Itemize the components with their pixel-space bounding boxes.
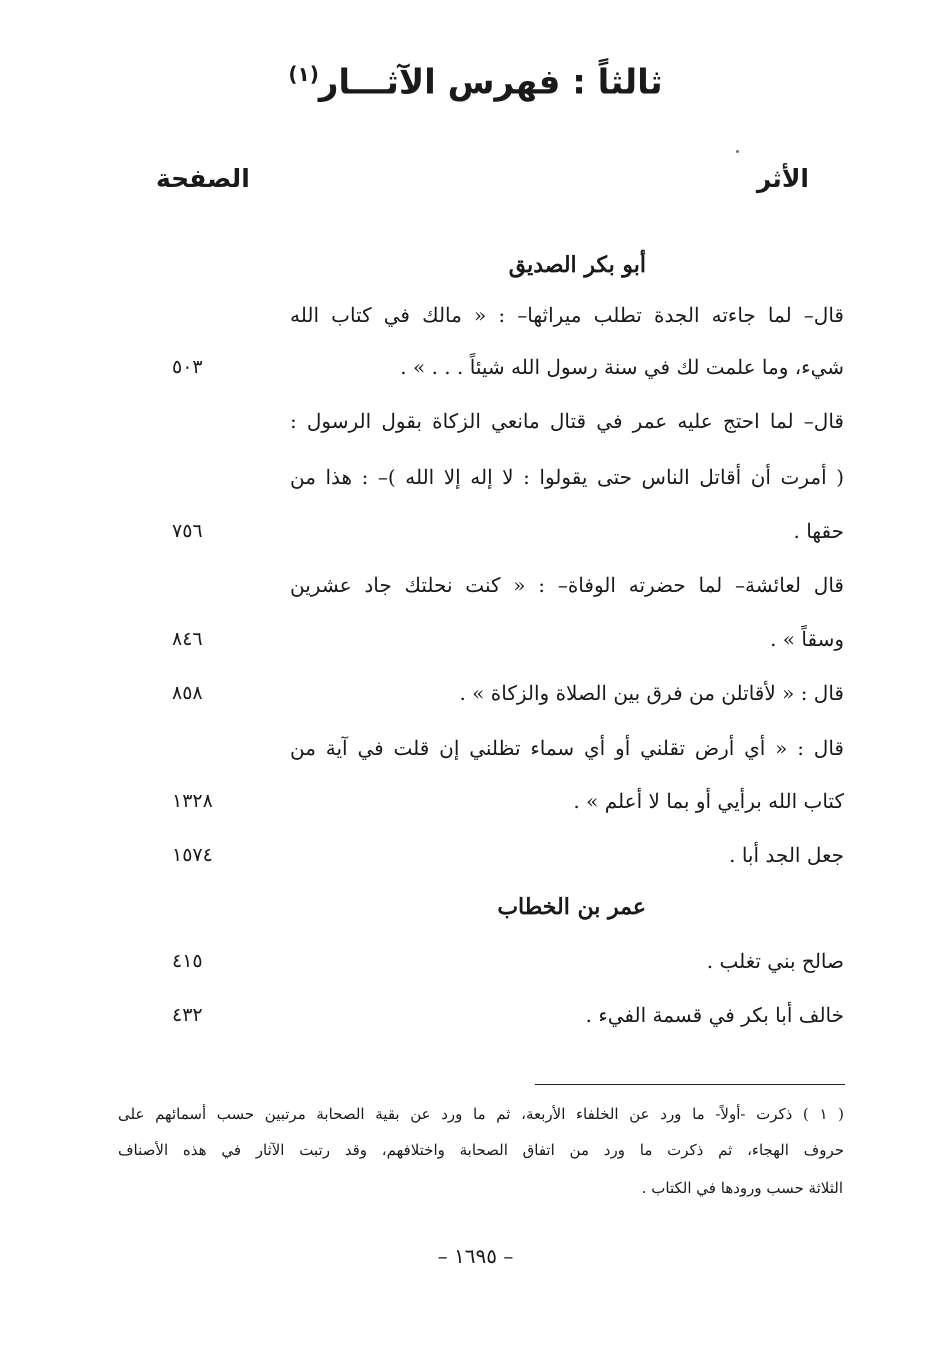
athar-text: قال– لما جاءته الجدة تطلب ميراثها– : « مالك في كتاب الله <box>290 303 844 327</box>
athar-text: خالف أبا بكر في قسمة الفيء . <box>585 1003 844 1027</box>
title-text: ثالثاً : فهرس الآثـــار <box>318 62 663 103</box>
footnote-rule <box>535 1084 845 1085</box>
index-row <box>0 678 951 722</box>
page-folio-number: – ١٦٩٥ – <box>437 1244 514 1268</box>
page-number: ٤١٥ <box>172 950 203 972</box>
athar-text: ( أمرت أن أقاتل الناس حتى يقولوا : لا إله إلا الله )– : هذا من <box>290 465 844 489</box>
index-row <box>0 733 951 777</box>
index-row <box>0 516 951 560</box>
footnote-line: ( ١ ) ذكرت -أولاً- ما ورد عن الخلفاء الأربعة، ثم ما ورد عن بقية الصحابة مرتبين حسب أسمائهم على <box>118 1105 844 1123</box>
page-number: ١٣٢٨ <box>172 790 213 812</box>
index-row <box>0 840 951 884</box>
index-row <box>0 570 951 614</box>
section-heading-umar: عمر بن الخطاب <box>497 894 646 920</box>
page-number: ٥٠٣ <box>172 356 203 378</box>
index-row <box>0 352 951 396</box>
athar-text: قال لعائشة– لما حضرته الوفاة– : « كنت نحلتك جاد عشرين <box>290 573 844 597</box>
athar-text: قال : « لأقاتلن من فرق بين الصلاة والزكاة » . <box>459 681 844 705</box>
athar-text: حقها . <box>793 519 844 543</box>
footnote-line: حروف الهجاء، ثم ذكرت ما ورد من اتفاق الصحابة واختلافهم، وقد رتبت الآثار في هذه الأصناف <box>118 1141 844 1159</box>
index-row <box>0 462 951 506</box>
index-row <box>0 786 951 830</box>
index-row <box>0 946 951 990</box>
athar-text: قال– لما احتج عليه عمر في قتال مانعي الزكاة بقول الرسول : <box>290 409 844 433</box>
page-title <box>0 62 951 102</box>
athar-text: وسقاً » . <box>770 627 844 651</box>
page-number: ٧٥٦ <box>172 520 203 542</box>
column-header-page: الصفحة <box>156 164 250 193</box>
athar-text: شيء، وما علمت لك في سنة رسول الله شيئاً . . . » . <box>400 355 844 379</box>
index-row <box>0 300 951 344</box>
column-header-athar: الأثر <box>756 164 809 193</box>
index-row <box>0 406 951 450</box>
index-row <box>0 624 951 668</box>
title-footnote-marker: (١) <box>288 62 319 86</box>
athar-text: صالح بني تغلب . <box>706 949 844 973</box>
scan-speck <box>736 150 739 153</box>
index-row <box>0 1000 951 1044</box>
page-number: ١٥٧٤ <box>172 844 213 866</box>
athar-text: جعل الجد أبا . <box>729 843 844 867</box>
page-number: ٨٥٨ <box>172 682 203 704</box>
section-heading-abu-bakr: أبو بكر الصديق <box>508 252 646 278</box>
athar-text: قال : « أي أرض تقلني أو أي سماء تظلني إن قلت في آية من <box>290 736 844 760</box>
page-number: ٨٤٦ <box>172 628 203 650</box>
footnote-line: الثلاثة حسب ورودها في الكتاب . <box>641 1179 843 1197</box>
athar-text: كتاب الله برأيي أو بما لا أعلم » . <box>573 789 844 813</box>
page-number: ٤٣٢ <box>172 1004 203 1026</box>
